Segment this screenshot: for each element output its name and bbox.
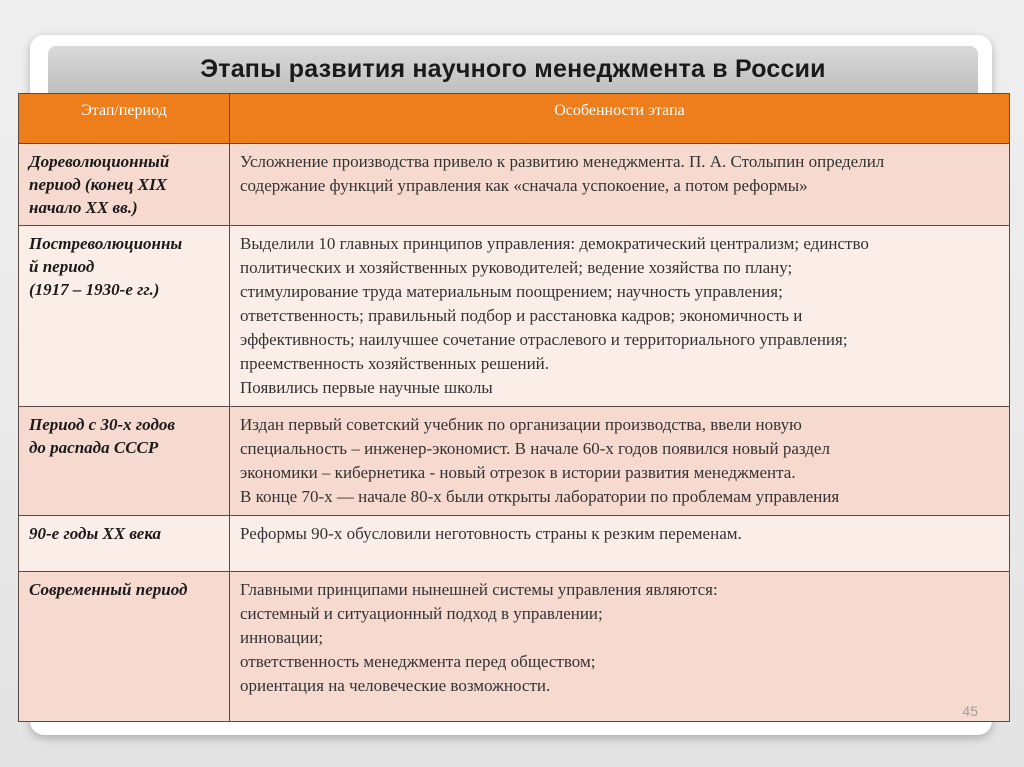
desc-line: Усложнение производства привело к развитию менеджмента. П. А. Столыпин определил — [240, 152, 885, 171]
period-cell — [19, 144, 230, 226]
description-cell — [230, 407, 1010, 516]
description-cell — [230, 516, 1010, 572]
page-number: 45 — [962, 703, 978, 719]
period-cell — [19, 572, 230, 722]
table-row — [19, 407, 1010, 516]
description-cell — [230, 226, 1010, 407]
desc-line: стимулирование труда материальным поощрением; научность управления; — [240, 282, 783, 301]
description-cell — [230, 144, 1010, 226]
desc-line: содержание функций управления как «сначала успокоение, а потом реформы» — [240, 176, 808, 195]
period-line: Период с 30-х годов — [29, 415, 175, 434]
period-line: период (конец XIX — [29, 175, 168, 194]
table-row — [19, 226, 1010, 407]
desc-line: Появились первые научные школы — [240, 378, 493, 397]
desc-line: экономики – кибернетика - новый отрезок в истории развития менеджмента. — [240, 463, 796, 482]
period-cell — [19, 407, 230, 516]
period-cell — [19, 226, 230, 407]
desc-line: инновации; — [240, 628, 324, 647]
period-line: й период — [29, 257, 95, 276]
desc-line: Издан первый советский учебник по организации производства, ввели новую — [240, 415, 802, 434]
desc-line: Реформы 90-х обусловили неготовность страны к резким переменам. — [240, 524, 742, 543]
desc-line: ответственность; правильный подбор и расстановка кадров; экономичность и — [240, 306, 803, 325]
period-line: до распада СССР — [29, 438, 159, 457]
period-cell — [19, 516, 230, 572]
table-row — [19, 516, 1010, 572]
slide-title: Этапы развития научного менеджмента в России — [200, 55, 826, 83]
desc-line: системный и ситуационный подход в управлении; — [240, 604, 603, 623]
period-line: (1917 – 1930-е гг.) — [29, 280, 160, 299]
period-line: Постреволюционны — [29, 234, 183, 253]
desc-line: специальность – инженер-экономист. В начале 60-х годов появился новый раздел — [240, 439, 830, 458]
title-bar — [48, 46, 978, 93]
table-row — [19, 572, 1010, 722]
table-row — [19, 144, 1010, 226]
header-period: Этап/период — [19, 94, 230, 144]
desc-line: В конце 70-х — начале 80-х были открыты лаборатории по проблемам управления — [240, 487, 840, 506]
desc-line: ориентация на человеческие возможности. — [240, 676, 551, 695]
desc-line: преемственность хозяйственных решений. — [240, 354, 550, 373]
table-header-row — [19, 94, 1010, 144]
desc-line: политических и хозяйственных руководителей; ведение хозяйства по плану; — [240, 258, 793, 277]
desc-line: ответственность менеджмента перед обществом; — [240, 652, 596, 671]
desc-line: эффективность; наилучшее сочетание отраслевого и территориального управления; — [240, 330, 848, 349]
period-line: Дореволюционный — [29, 152, 170, 171]
stages-table — [18, 93, 1010, 722]
header-features: Особенности этапа — [230, 94, 1010, 144]
desc-line: Главными принципами нынешней системы управления являются: — [240, 580, 718, 599]
period-line: начало XX вв.) — [29, 198, 138, 217]
description-cell — [230, 572, 1010, 722]
period-line: 90-е годы XX века — [29, 524, 162, 543]
period-line: Современный период — [29, 580, 188, 599]
desc-line: Выделили 10 главных принципов управления: демократический централизм; единство — [240, 234, 869, 253]
